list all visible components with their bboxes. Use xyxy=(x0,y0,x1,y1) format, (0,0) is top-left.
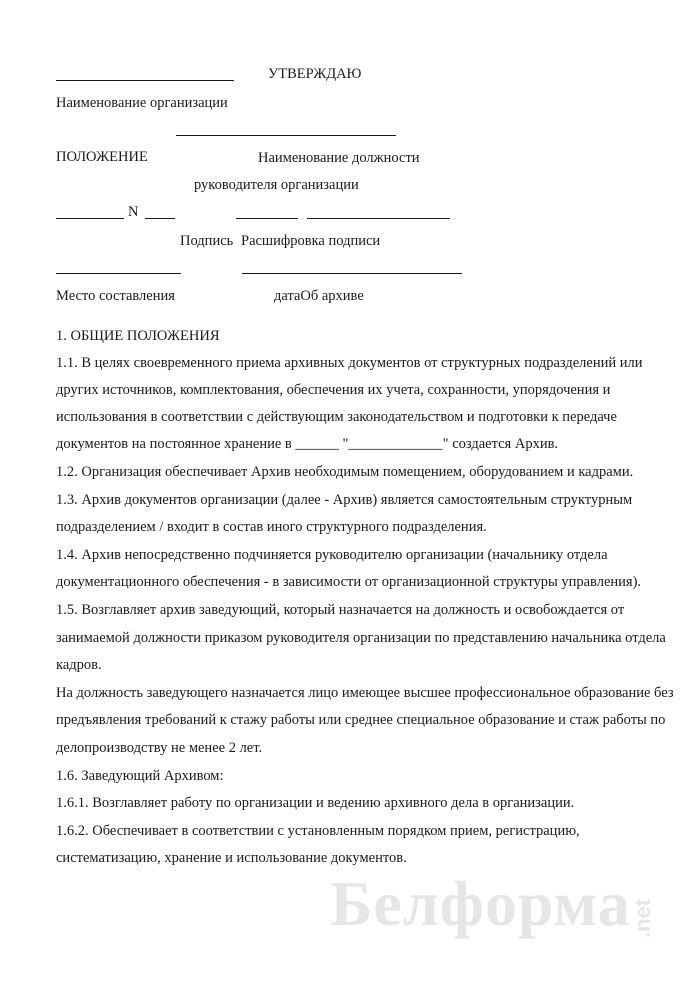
body-line: документационного обеспечения - в зависимости от организационной структуры управления). xyxy=(56,574,642,590)
date-line xyxy=(56,218,124,219)
watermark-logo: Белформа xyxy=(330,868,631,939)
watermark-suffix: .net xyxy=(630,898,655,938)
approve-heading: УТВЕРЖДАЮ xyxy=(268,66,362,82)
org-signature-line xyxy=(56,80,234,81)
body-line: 1.1. В целях своевременного приема архивных документов от структурных подразделений или xyxy=(56,355,643,371)
position-label: Наименование должности xyxy=(258,150,420,166)
body-line: 1.6.2. Обеспечивает в соответствии с установленным порядком прием, регистрацию, xyxy=(56,823,580,839)
body-line: 1.5. Возглавляет архив заведующий, который назначается на должность и освобождается от xyxy=(56,602,625,618)
body-line: занимаемой должности приказом руководителя организации по представлению начальника отдела xyxy=(56,630,666,646)
body-line: На должность заведующего назначается лицо имеющее высшее профессиональное образование без xyxy=(56,685,674,701)
body-line: 1.4. Архив непосредственно подчиняется руководителю организации (начальнику отдела xyxy=(56,547,608,563)
signature-label: Подпись xyxy=(180,233,234,249)
body-line: предъявления требований к стажу работы или среднее специальное образование и стаж работы по xyxy=(56,712,666,728)
body-line: 1.6. Заведующий Архивом: xyxy=(56,768,224,784)
body-line: 1.2. Организация обеспечивает Архив необходимым помещением, оборудованием и кадрами. xyxy=(56,464,634,480)
body-line: делопроизводству не менее 2 лет. xyxy=(56,740,263,756)
body-line: других источников, комплектования, обеспечения их учета, сохранности, упорядочения и xyxy=(56,382,611,398)
date-subject-line xyxy=(242,273,462,274)
position-label-line2: руководителя организации xyxy=(194,177,359,193)
body-line: систематизацию, хранение и использование документов. xyxy=(56,850,407,866)
signature-line xyxy=(236,218,298,219)
section-title: 1. ОБЩИЕ ПОЛОЖЕНИЯ xyxy=(56,328,220,344)
body-line: документов на постоянное хранение в ______ "_____________" создается Архив. xyxy=(56,436,559,452)
body-line: кадров. xyxy=(56,657,102,673)
body-line: 1.3. Архив документов организации (далее - Архив) является самостоятельным структурным xyxy=(56,492,633,508)
org-name-label: Наименование организации xyxy=(56,95,228,111)
place-line xyxy=(56,273,181,274)
body-line: использования в соответствии с действующим законодательством и подготовки к передаче xyxy=(56,409,617,425)
number-line xyxy=(145,218,175,219)
position-line xyxy=(176,135,396,136)
date-subject: датаОб архиве xyxy=(274,288,364,304)
body-line: подразделением / входит в состав иного структурного подразделения. xyxy=(56,519,487,535)
signature-decode-label: Расшифровка подписи xyxy=(241,233,381,249)
doc-type-heading: ПОЛОЖЕНИЕ xyxy=(56,149,148,165)
place-label: Место составления xyxy=(56,288,175,304)
body-line: 1.6.1. Возглавляет работу по организации и ведению архивного дела в организации. xyxy=(56,795,575,811)
number-sign: N xyxy=(128,204,139,220)
signature-decode-line xyxy=(307,218,450,219)
